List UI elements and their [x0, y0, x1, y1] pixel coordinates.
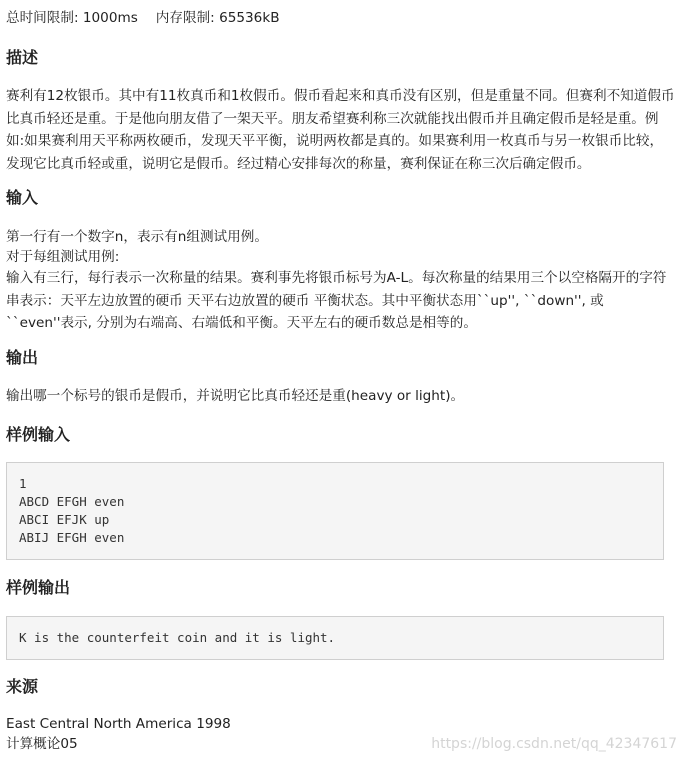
sample-output-line: K is the counterfeit coin and it is light.	[19, 630, 336, 645]
sample-output-heading: 样例输出	[6, 578, 71, 597]
source-text	[6, 714, 231, 754]
sample-input-heading: 样例输入	[6, 425, 71, 444]
input-text: 输入有三行，每行表示一次称量的结果。赛利事先将银币标号为A-L。每次称量的结果用三个以空格隔开的字符串表示：天平左边放置的硬币 天平右边放置的硬币 平衡状态。其中平衡状态用``up'', ``down'', 或 ``even''表示, 分别为右端高、右端低和平衡。天平左右的硬币数总是相等的。	[6, 270, 667, 331]
sample-output-block	[6, 616, 664, 660]
input-heading: 输入	[6, 188, 39, 207]
sample-input-block	[6, 462, 664, 560]
sample-input-line: ABIJ EFGH even	[19, 530, 125, 545]
limits-bar	[6, 9, 280, 27]
input-intro	[6, 227, 268, 267]
output-heading: 输出	[6, 348, 39, 367]
blog-watermark: https://blog.csdn.net/qq_42347617	[431, 736, 677, 752]
input-line-2: 对于每组测试用例:	[6, 249, 120, 265]
sample-input-line: ABCD EFGH even	[19, 494, 125, 509]
sample-input-line: ABCI EFJK up	[19, 512, 110, 527]
memory-limit: 内存限制: 65536kB	[155, 10, 280, 26]
source-line-1: East Central North America 1998	[6, 716, 231, 732]
sample-input-line: 1	[19, 476, 27, 491]
description-text: 赛利有12枚银币。其中有11枚真币和1枚假币。假币看起来和真币没有区别，但是重量不同。但赛利不知道假币比真币轻还是重。于是他向朋友借了一架天平。朋友希望赛利称三次就能找出假币并且确定假币是轻是重。例如:如果赛利用天平称两枚硬币，发现天平平衡，说明两枚都是真的。如果赛利用一枚真币与另一枚银币比较，发现它比真币轻或重，说明它是假币。经过精心安排每次的称量，赛利保证在称三次后确定假币。	[6, 88, 675, 172]
input-line-1: 第一行有一个数字n，表示有n组测试用例。	[6, 229, 268, 245]
output-text: 输出哪一个标号的银币是假币，并说明它比真币轻还是重(heavy or light)。	[6, 388, 465, 404]
source-line-2: 计算概论05	[6, 736, 78, 752]
description-heading: 描述	[6, 48, 39, 67]
time-limit: 总时间限制: 1000ms	[6, 10, 138, 26]
source-heading: 来源	[6, 677, 39, 696]
